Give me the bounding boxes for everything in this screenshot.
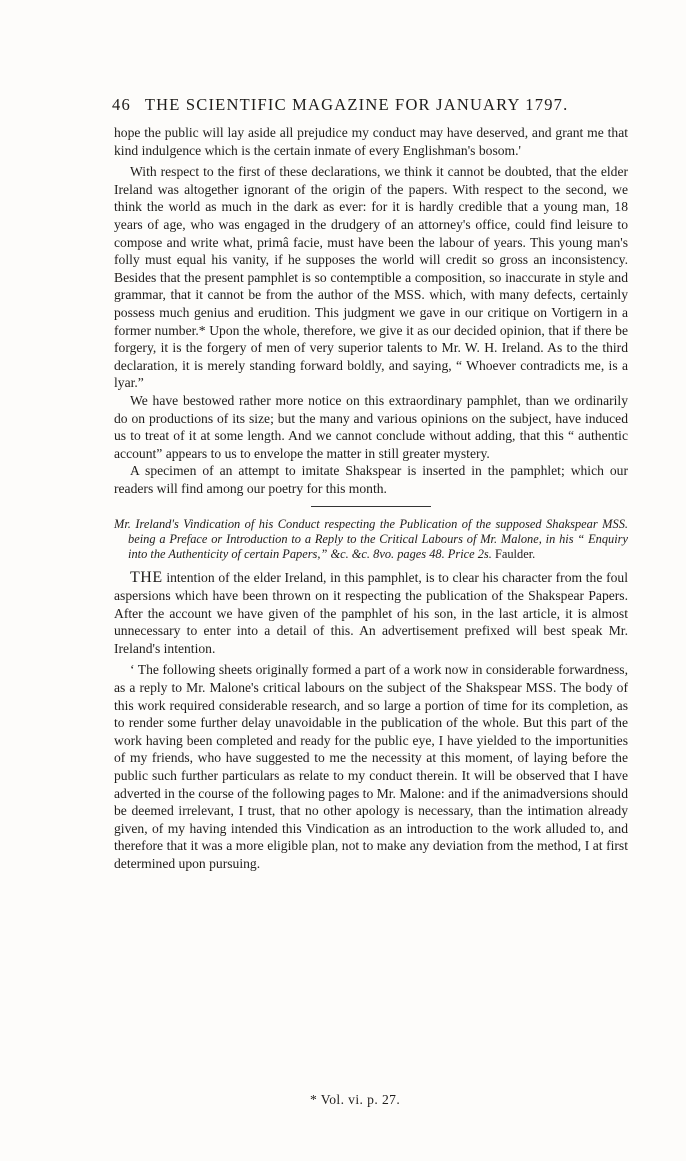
- footnote: * Vol. vi. p. 27.: [310, 1092, 401, 1107]
- paragraph-declarations: With respect to the first of these declarations, we think it cannot be doubted, that the elder Ireland was altogether ignorant of the origin of the papers. With respect to the second, we think the world as much in the dark as ever: for it is hardly credible that a young man, 18 years of age, who was engaged in the drudgery of an attorney's office, could find leisure to compose and write what, primâ facie, must have been the labour of years. This young man's folly must equal his vanity, if he supposes the world will credit so gross an inconsistency. Besides that the present pamphlet is so contemptible a composition, so inaccurate in style and grammar, that it cannot be from the author of the MSS. which, with many defects, certainly possess much genius and erudition. This judgment we gave in our critique on Vortigern in a former number.* Upon the whole, therefore, we give it as our decided opinion, that if there be forgery, it is the forgery of men of very superior talents to Mr. W. H. Ireland. As to the third declaration, it is merely standing forward boldly, and saying, “ Whoever contradicts me, is a lyar.”: [114, 164, 628, 391]
- paragraph-continuation: hope the public will lay aside all prejudice my conduct may have deserved, and grant me that kind indulgence which is the certain inmate of every Englishman's bosom.': [114, 125, 628, 158]
- body-text: [114, 124, 628, 873]
- paragraph-notice: We have bestowed rather more notice on this extraordinary pamphlet, than we ordinarily do on productions of its size; but the many and various opinions on the subject, have induced us to treat of it at some length. And we cannot conclude without adding, that this “ authentic account” appears to us to envelope the matter in still greater mystery.: [114, 392, 628, 461]
- review-title-text: Mr. Ireland's Vindication of his Conduct respecting the Publication of the supposed Shakspear MSS. being a Preface or Introduction to a Reply to the Critical Labours of Mr. Malone, in his “ Enquiry into the Authenticity of certain Papers,” &c. &c. 8vo. pages 48. Price 2s.: [114, 517, 628, 562]
- running-title: THE SCIENTIFIC MAGAZINE FOR JANUARY 1797.: [144, 95, 569, 114]
- paragraph-intention: [114, 569, 628, 657]
- section-divider: [311, 506, 431, 507]
- paragraph-advertisement-quote: ‘ The following sheets originally formed a part of a work now in considerable forwardness, as a reply to Mr. Malone's critical labours on the subject of the Shakspear MSS. The body of this work required considerable research, and so large a portion of time for its completion, as to render some further delay unavoidable in the publication of the whole. But this part of the work having been completed and ready for the public eye, I have yielded to the importunities of my friends, who have suggested to me the necessity at this moment, of laying before the public such further particulars as relate to my conduct therein. It will be observed that I have adverted in the course of the following pages to Mr. Malone: and if the animadversions should be deemed irrelevant, I trust, that no other apology is necessary, than the intimation already given, of my having intended this Vindication as an introduction to the work alluded to, and therefore that it was a more eligible plan, not to make any deviation from the method, I at first determined upon pursuing.: [114, 662, 628, 871]
- paragraph-intention-text: intention of the elder Ireland, in this pamphlet, is to clear his character from the foul aspersions which have been thrown on it respecting the publication of the Shakspear Papers. After the account we have given of the pamphlet of his son, in the last article, it is almost unnecessary to enter into a detail of this. An advertisement prefixed will best speak Mr. Ireland's intention.: [114, 570, 628, 656]
- paragraph-specimen: A specimen of an attempt to imitate Shakspear is inserted in the pamphlet; which our readers will find among our poetry for this month.: [114, 463, 628, 496]
- running-header: [112, 95, 622, 115]
- review-publisher: Faulder.: [494, 547, 536, 562]
- page-number: 46: [112, 95, 131, 114]
- review-title: [114, 517, 628, 562]
- lead-word: THE: [130, 569, 163, 587]
